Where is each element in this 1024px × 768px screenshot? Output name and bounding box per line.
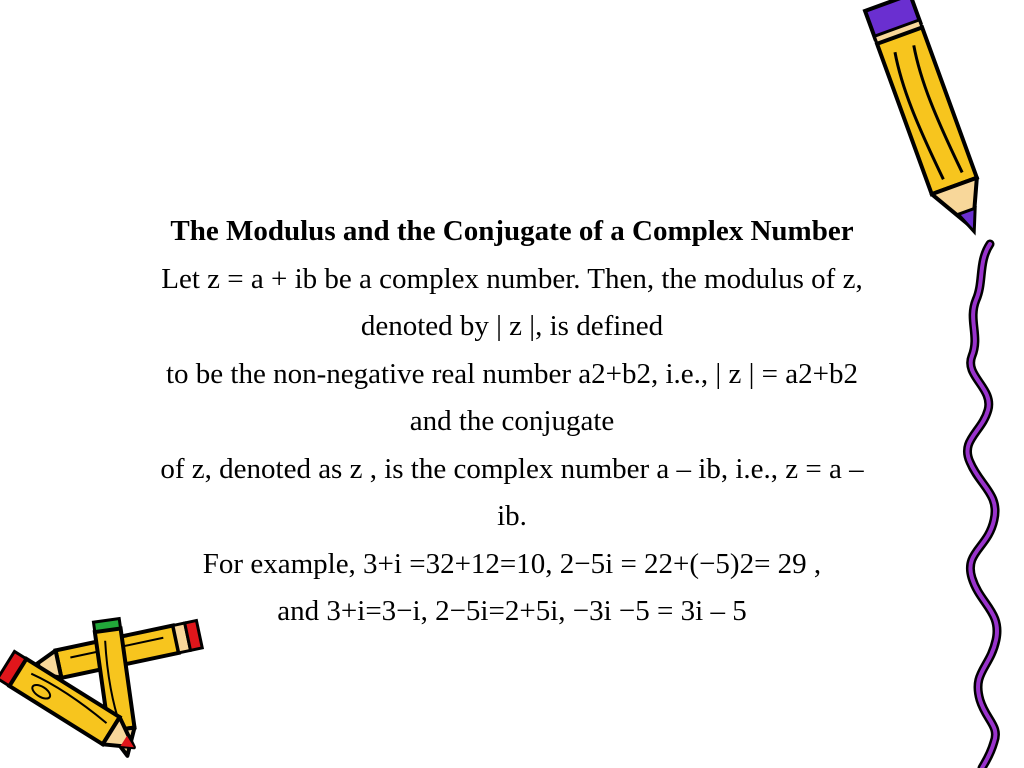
- text-line-2: denoted by | z |, is defined: [360, 310, 664, 342]
- slide-title: The Modulus and the Conjugate of a Complex Number: [170, 215, 854, 247]
- slide-text: [20, 208, 1004, 636]
- text-line-6: ib.: [497, 500, 527, 532]
- text-line-1: Let z = a + ib be a complex number. Then, the modulus of z,: [161, 262, 863, 295]
- text-line-5: of z, denoted as z , is the complex number a – ib, i.e., z = a –: [160, 452, 864, 485]
- text-line-4: and the conjugate: [409, 405, 615, 437]
- text-line-8: and 3+i=3−i, 2−5i=2+5i, −3i −5 = 3i – 5: [277, 595, 747, 627]
- text-line-7: For example, 3+i =32+12=10, 2−5i = 22+(−5)2= 29 ,: [202, 547, 822, 580]
- text-line-3: to be the non-negative real number a2+b2, i.e., | z | = a2+b2: [165, 357, 858, 390]
